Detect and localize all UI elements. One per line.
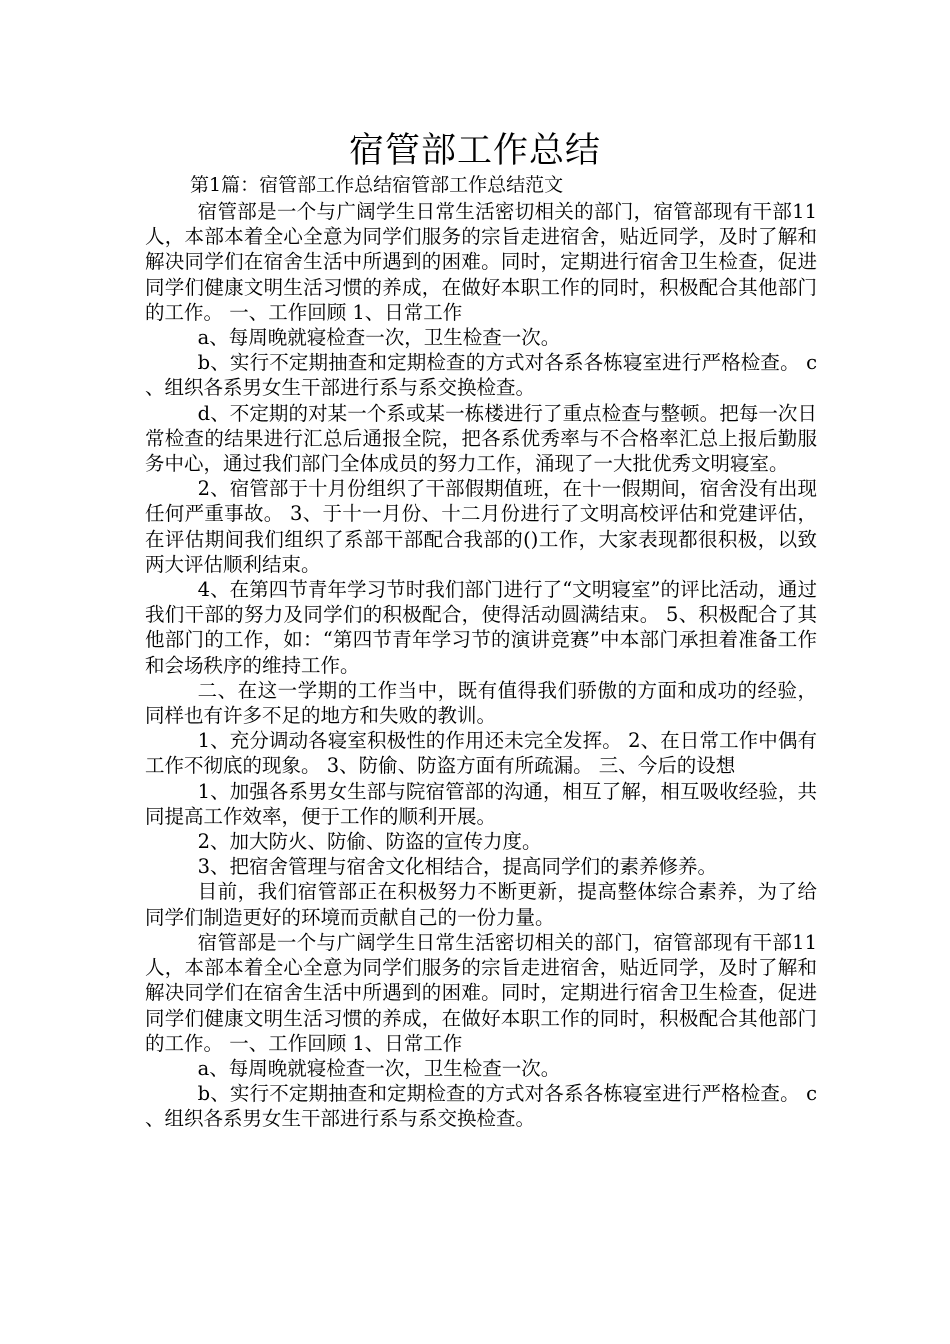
paragraph: 宿管部是一个与广阔学生日常生活密切相关的部门，宿管部现有干部11人，本部本着全心全意为同学们服务的宗旨走进宿舍，贴近同学，及时了解和解决同学们在宿舍生活中所遇到的困难。同时，定期进行宿舍卫生检查，促进同学们健康文明生活习惯的养成，在做好本职工作的同时，积极配合其他部门的工作。 一、工作回顾 1、日常工作 [145, 930, 817, 1055]
paragraph: d、不定期的对某一个系或某一栋楼进行了重点检查与整顿。把每一次日常检查的结果进行汇总后通报全院，把各系优秀率与不合格率汇总上报后勤服务中心，通过我们部门全体成员的努力工作，涌现了一大批优秀文明寝室。 [145, 401, 817, 476]
paragraph: 2、加大防火、防偷、防盗的宣传力度。 [197, 830, 542, 854]
document-title: 宿管部工作总结 [348, 131, 601, 171]
paragraph: 宿管部是一个与广阔学生日常生活密切相关的部门，宿管部现有干部11人，本部本着全心全意为同学们服务的宗旨走进宿舍，贴近同学，及时了解和解决同学们在宿舍生活中所遇到的困难。同时，定期进行宿舍卫生检查，促进同学们健康文明生活习惯的养成，在做好本职工作的同时，积极配合其他部门的工作。 一、工作回顾 1、日常工作 [145, 200, 817, 324]
paragraph: b、实行不定期抽查和定期检查的方式对各系各栋寝室进行严格检查。 c、组织各系男女生干部进行系与系交换检查。 [145, 351, 817, 400]
paragraph: 1、充分调动各寝室积极性的作用还未完全发挥。 2、在日常工作中偶有工作不彻底的现象。 3、防偷、防盗方面有所疏漏。 三、今后的设想 [145, 729, 817, 778]
paragraph: 3、把宿舍管理与宿舍文化相结合，提高同学们的素养修养。 [197, 855, 718, 879]
paragraph: 二、在这一学期的工作当中，既有值得我们骄傲的方面和成功的经验，同样也有许多不足的地方和失败的教训。 [145, 678, 817, 728]
paragraph: 4、在第四节青年学习节时我们部门进行了“文明寝室”的评比活动，通过我们干部的努力及同学们的积极配合，使得活动圆满结束。 5、积极配合了其他部门的工作，如：“第四节青年学习节的演讲竞赛”中本部门承担着准备工作和会场秩序的维持工作。 [145, 578, 817, 677]
paragraph: b、实行不定期抽查和定期检查的方式对各系各栋寝室进行严格检查。 c、组织各系男女生干部进行系与系交换检查。 [145, 1082, 817, 1131]
paragraph: 2、宿管部于十月份组织了干部假期值班，在十一假期间，宿舍没有出现任何严重事故。 3、于十一月份、十二月份进行了文明高校评估和党建评估，在评估期间我们组织了系部干部配合我部的()工作，大家表现都很积极，以致两大评估顺利结束。 [145, 477, 817, 576]
document-body [145, 199, 817, 1132]
paragraph: 目前，我们宿管部正在积极努力不断更新，提高整体综合素养，为了给同学们制造更好的环境而贡献自己的一份力量。 [145, 880, 817, 929]
document-subtitle: 第1篇：宿管部工作总结宿管部工作总结范文 [190, 174, 564, 196]
paragraph: 1、加强各系男女生部与院宿管部的沟通，相互了解，相互吸收经验，共同提高工作效率，便于工作的顺利开展。 [145, 779, 817, 828]
paragraph: a、每周晚就寝检查一次，卫生检查一次。 [197, 326, 561, 350]
paragraph: a、每周晚就寝检查一次，卫生检查一次。 [197, 1056, 561, 1080]
